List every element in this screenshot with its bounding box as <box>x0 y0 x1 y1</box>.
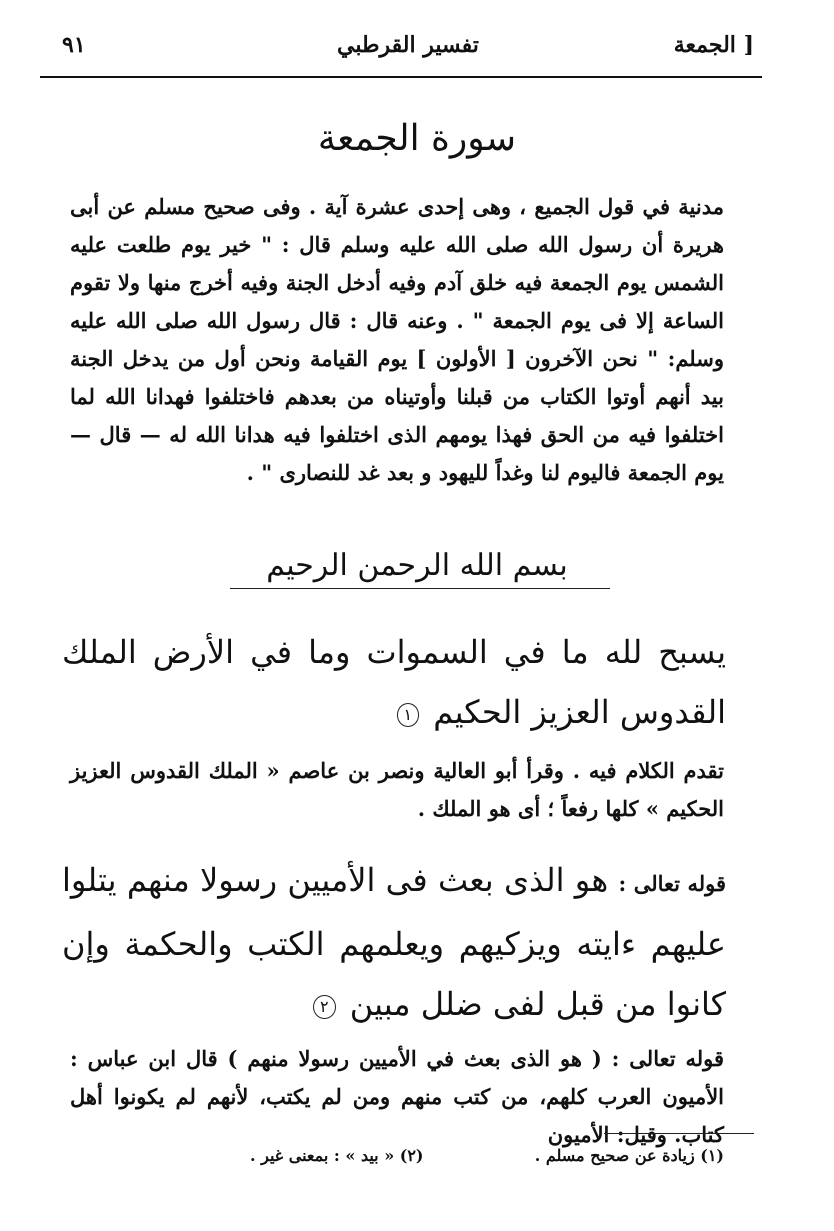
verse-2-text: هو الذى بعث فى الأميين رسولا منهم يتلوا عليهم ءايته ويزكيهم ويعلمهم الكتب والحكمة وإن كانوا من قبل لفى ضلل مبين <box>62 861 726 1023</box>
chapter-label: الجمعة ] <box>673 32 754 58</box>
commentary-2: قوله تعالى : ( هو الذى بعث في الأميين رسولا منهم ) قال ابن عباس : الأميون العرب كلهم، من كتب منهم ومن لم يكتب، لأنهم لم يكونوا أهل كتاب. وقيل: الأميون <box>70 1046 724 1147</box>
intro-paragraph: مدنية في قول الجميع ، وهى إحدى عشرة آية . وفى صحيح مسلم عن أبى هريرة أن رسول الله صلى الله عليه وسلم قال : " خير يوم طلعت عليه الشمس يوم الجمعة فيه خلق آدم وفيه أدخل الجنة وفيه أخرج منها ولا تقوم الساعة إلا فى يوم الجمعة " . وعنه قال : قال رسول الله صلى الله عليه وسلم: " نحن الآخرون [ الأولون ] يوم القيامة ونحن أول من يدخل الجنة بيد أنهم أوتوا الكتاب من قبلنا وأوتيناه من بعدهم فاختلفوا فهدانا الله لما اختلفوا فيه من الحق فهذا يومهم الذى اختلفوا فيه هدانا الله له — قال — يوم الجمعة فاليوم لنا وغداً لليهود و بعد غد للنصارى " . <box>70 194 724 485</box>
verse-1-text: يسبح لله ما في السموات وما في الأرض الملك القدوس العزيز الحكيم <box>62 633 726 731</box>
page-header <box>62 32 754 76</box>
page-number: ٩١ <box>62 32 86 58</box>
surah-title: سورة الجمعة <box>317 118 517 159</box>
footnote-1: (١) زيادة عن صحيح مسلم . <box>534 1146 724 1165</box>
header-rule <box>40 76 762 78</box>
verse-number-2: ٢ <box>313 995 336 1019</box>
basmala: بسم الله الرحمن الرحيم <box>266 548 568 583</box>
quran-verse-2 <box>62 850 726 1034</box>
book-title: تفسير القرطبي <box>337 32 479 58</box>
basmala-underline <box>230 588 610 589</box>
verse-2-label: قوله تعالى : <box>618 871 727 896</box>
verse-number-1: ١ <box>397 703 420 727</box>
footnote-rule <box>604 1133 754 1134</box>
commentary-1: تقدم الكلام فيه . وقرأ أبو العالية ونصر بن عاصم « الملك القدوس العزيز الحكيم » كلها رفعاً ؛ أى هو الملك . <box>70 758 724 821</box>
footnotes <box>250 1146 724 1165</box>
quran-verse-1 <box>62 622 726 742</box>
footnote-2: (٢) « بيد » : بمعنى غير . <box>250 1146 424 1165</box>
